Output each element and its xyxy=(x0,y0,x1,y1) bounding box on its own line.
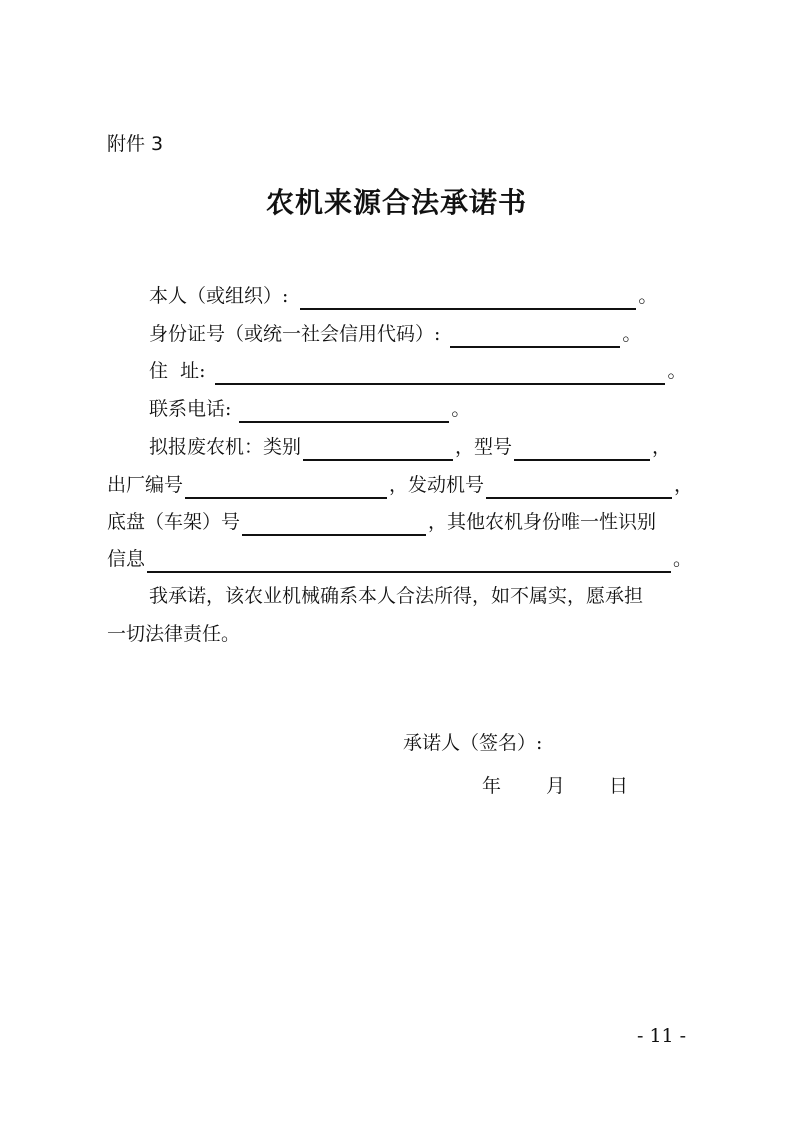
pledge-text-2: 一切法律责任。 xyxy=(107,623,241,645)
date-year: 年 xyxy=(482,775,502,797)
phone-blank[interactable] xyxy=(239,399,449,423)
id-blank[interactable] xyxy=(450,324,620,348)
person-row xyxy=(149,282,657,310)
period: 。 xyxy=(638,285,658,307)
date-month: 月 xyxy=(546,775,566,797)
pledge-line-1 xyxy=(149,582,643,610)
factory-no-blank[interactable] xyxy=(185,475,387,499)
model-blank[interactable] xyxy=(514,437,650,461)
address-blank[interactable] xyxy=(215,361,665,385)
scrap-label: 拟报废农机：类别 xyxy=(149,436,302,458)
signature-label: 承诺人（签名）: xyxy=(403,732,543,754)
period: 。 xyxy=(622,323,642,345)
factory-no-label: 出厂编号 xyxy=(107,474,184,496)
info-label: 信息 xyxy=(107,548,146,570)
model-label: ，型号 xyxy=(455,436,513,458)
engine-no-blank[interactable] xyxy=(486,475,672,499)
phone-label: 联系电话: xyxy=(149,398,232,420)
chassis-blank[interactable] xyxy=(242,512,426,536)
engine-no-label: ，发动机号 xyxy=(389,474,485,496)
info-blank[interactable] xyxy=(147,549,671,573)
period: 。 xyxy=(667,360,687,382)
comma: ， xyxy=(674,474,694,496)
phone-row xyxy=(149,395,470,423)
pledge-line-2 xyxy=(107,620,240,648)
period: 。 xyxy=(451,398,471,420)
other-id-label: ，其他农机身份唯一性识别 xyxy=(428,511,657,533)
factory-row xyxy=(107,471,693,499)
id-row xyxy=(149,320,641,348)
pledge-text-1: 我承诺，该农业机械确系本人合法所得，如不属实，愿承担 xyxy=(149,585,644,607)
chassis-row xyxy=(107,508,656,536)
period: 。 xyxy=(673,548,693,570)
chassis-label: 底盘（车架）号 xyxy=(107,511,241,533)
person-label: 本人（或组织）: xyxy=(149,285,289,307)
attachment-label: 附件 3 xyxy=(107,133,164,155)
address-row xyxy=(149,357,687,385)
address-label: 住 址: xyxy=(149,360,206,382)
id-label: 身份证号（或统一社会信用代码）: xyxy=(149,323,441,345)
document-title: 农机来源合法承诺书 xyxy=(265,186,527,219)
info-row xyxy=(107,545,692,573)
page-number: - 11 - xyxy=(637,1025,687,1047)
person-blank[interactable] xyxy=(300,286,636,310)
category-blank[interactable] xyxy=(303,437,453,461)
comma: ， xyxy=(652,436,672,458)
date-day: 日 xyxy=(609,775,629,797)
scrap-row xyxy=(149,433,671,461)
